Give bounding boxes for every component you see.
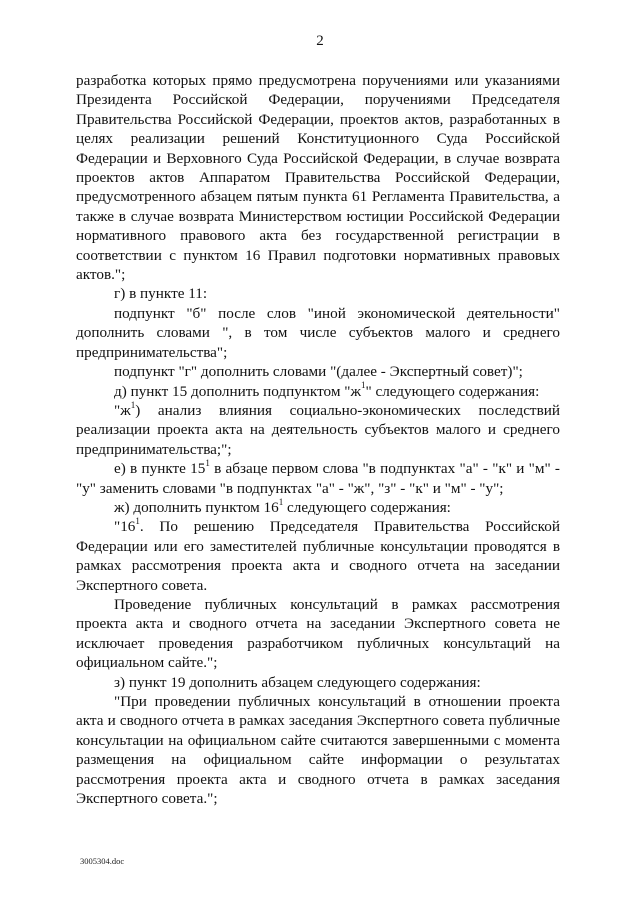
paragraph-new-abzac: "При проведении публичных консультаций в отношении проекта акта и сводного отчета в рамках заседания Экспертного совета публичные консультации на официальном сайте считаются завершенными с момента размещения на официальном сайте информации о результатах рассмотрения проекта акта и сводного отчета в рамках заседания Экспертного совета."; [76, 693, 560, 808]
paragraph-item-16-1 [76, 517, 560, 595]
paragraph-subitem-g: подпункт "г" дополнить словами "(далее - Экспертный совет)"; [114, 363, 523, 381]
paragraph-consultations: Проведение публичных консультаций в рамках рассмотрения проекта акта и сводного отчета на заседании Экспертного совета не исключает проведения разработчиком публичных консультаций на официальном сайте."; [76, 595, 560, 672]
paragraph-item-e [76, 459, 560, 498]
paragraph-item-d [76, 382, 560, 401]
text-span: в абзаце первом слова "в подпунктах "а" - "к" и "м" - "у" заменить словами "в подпунктах "а" - "ж", "з" - "к" и "м" - "у"; [76, 460, 560, 497]
paragraph-item-zh [76, 498, 560, 517]
superscript: 1 [205, 458, 210, 469]
text-span: е) в пункте 15 [114, 460, 206, 478]
superscript: 1 [135, 516, 140, 527]
superscript: 1 [360, 380, 366, 391]
paragraph-item-z: з) пункт 19 дополнить абзацем следующего содержания: [114, 673, 481, 691]
text-span: " следующего содержания: [365, 382, 540, 400]
text-span: д) пункт 15 дополнить подпунктом "ж [114, 382, 361, 400]
text-span: "16 [114, 518, 136, 536]
text-span: "ж [114, 401, 131, 419]
page-number: 2 [316, 33, 324, 49]
paragraph-subitem-zh1 [76, 401, 560, 459]
text-span: . По решению Председателя Правительства Российской Федерации или его заместителей публичные консультации проводятся в рамках рассмотрения проекта акта и сводного отчета на заседании Экспертного совета. [76, 518, 560, 594]
document-body [76, 71, 560, 808]
footer-filename: 3005304.doc [80, 856, 125, 866]
paragraph-continuation: разработка которых прямо предусмотрена поручениями или указаниями Президента Российской Федерации, поручениями Председателя Правительства Российской Федерации, проектов актов, разработанных в целях реализации решений Конституционного Суда Российской Федерации и Верховного Суда Российской Федерации, в случае возврата проектов актов Аппаратом Правительства Российской Федерации, предусмотренного абзацем пятым пункта 61 Регламента Правительства, а также в случае возврата Министерством юстиции Российской Федерации нормативного правового акта без государственной регистрации в соответствии с пунктом 16 Правил подготовки нормативных правовых актов."; [76, 72, 560, 284]
paragraph-subitem-b: подпункт "б" после слов "иной экономической деятельности" дополнить словами ", в том числе субъектов малого и среднего предпринимательства"; [76, 304, 560, 361]
superscript: 1 [130, 399, 136, 410]
superscript: 1 [278, 496, 284, 507]
text-span: следующего содержания: [283, 498, 451, 516]
text-span: ж) дополнить пунктом 16 [114, 498, 279, 516]
paragraph-item-g: г) в пункте 11: [114, 285, 208, 303]
text-span: ) анализ влияния социально-экономических последствий реализации проекта акта на деятельность субъектов малого и среднего предпринимательства;"; [76, 401, 560, 458]
